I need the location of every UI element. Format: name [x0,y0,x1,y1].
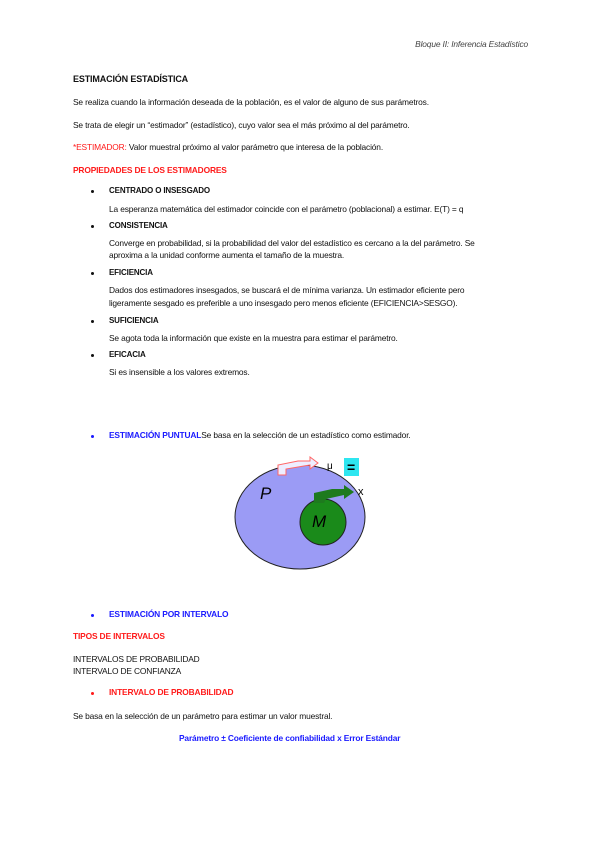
m-label: M [312,512,327,531]
property-label: EFICIENCIA [109,268,153,277]
x-label: x [358,486,364,498]
prob-text: Se basa en la selección de un parámetro para estimar un valor muestral. [73,711,333,721]
interval-type: INTERVALOS DE PROBABILIDAD [73,654,200,664]
mu-label: μ [327,461,333,472]
estimador-text: Valor muestral próximo al valor parámetro que interesa de la población. [128,142,383,152]
puntual-label: ESTIMACIÓN PUNTUAL [109,430,202,440]
prob-label: INTERVALO DE PROBABILIDAD [109,687,234,697]
estimador-label: *ESTIMADOR: [73,142,127,152]
section-heading: PROPIEDADES DE LOS ESTIMADORES [73,165,227,175]
equals-sign: = [346,459,356,475]
formula: Parámetro ± Coeficiente de confiabilidad x Error Estándar [179,733,401,743]
paragraph: Se trata de elegir un “estimador” (estadístico), cuyo valor sea el más próximo al del parámetro. [73,120,410,130]
property-text: La esperanza matemática del estimador coincide con el parámetro (poblacional) a estimar. E(T) = q [109,204,464,214]
property-text: Se agota toda la información que existe en la muestra para estimar el parámetro. [109,333,398,343]
property-text: Dados dos estimadores insesgados, se buscará el de mínima varianza. Un estimador eficiente pero [109,285,465,295]
property-text: aproxima a la unidad conforme aumenta el tamaño de la muestra. [109,250,345,260]
estimation-figure [230,455,375,573]
property-label: CENTRADO O INSESGADO [109,186,211,195]
section-heading: TIPOS DE INTERVALOS [73,631,165,641]
property-label: EFICACIA [109,350,146,359]
property-text: Converge en probabilidad, si la probabilidad del valor del estadístico es cercano a la del parámetro. Se [109,238,475,248]
paragraph: Se realiza cuando la información deseada de la población, es el valor de alguno de sus parámetros. [73,97,429,107]
property-label: SUFICIENCIA [109,316,159,325]
title: ESTIMACIÓN ESTADÍSTICA [73,74,189,84]
p-label: P [260,484,272,503]
page-header: Bloque II: Inferencia Estadístico [415,39,528,49]
property-text: Si es insensible a los valores extremos. [109,367,250,377]
puntual-text: Se basa en la selección de un estadístico como estimador. [201,430,411,440]
intervalo-label: ESTIMACIÓN POR INTERVALO [109,609,229,619]
property-label: CONSISTENCIA [109,221,168,230]
property-text: ligeramente sesgado es preferible a uno insesgado pero menos eficiente (EFICIENCIA>SESGO). [109,298,458,308]
interval-type: INTERVALO DE CONFIANZA [73,666,182,676]
